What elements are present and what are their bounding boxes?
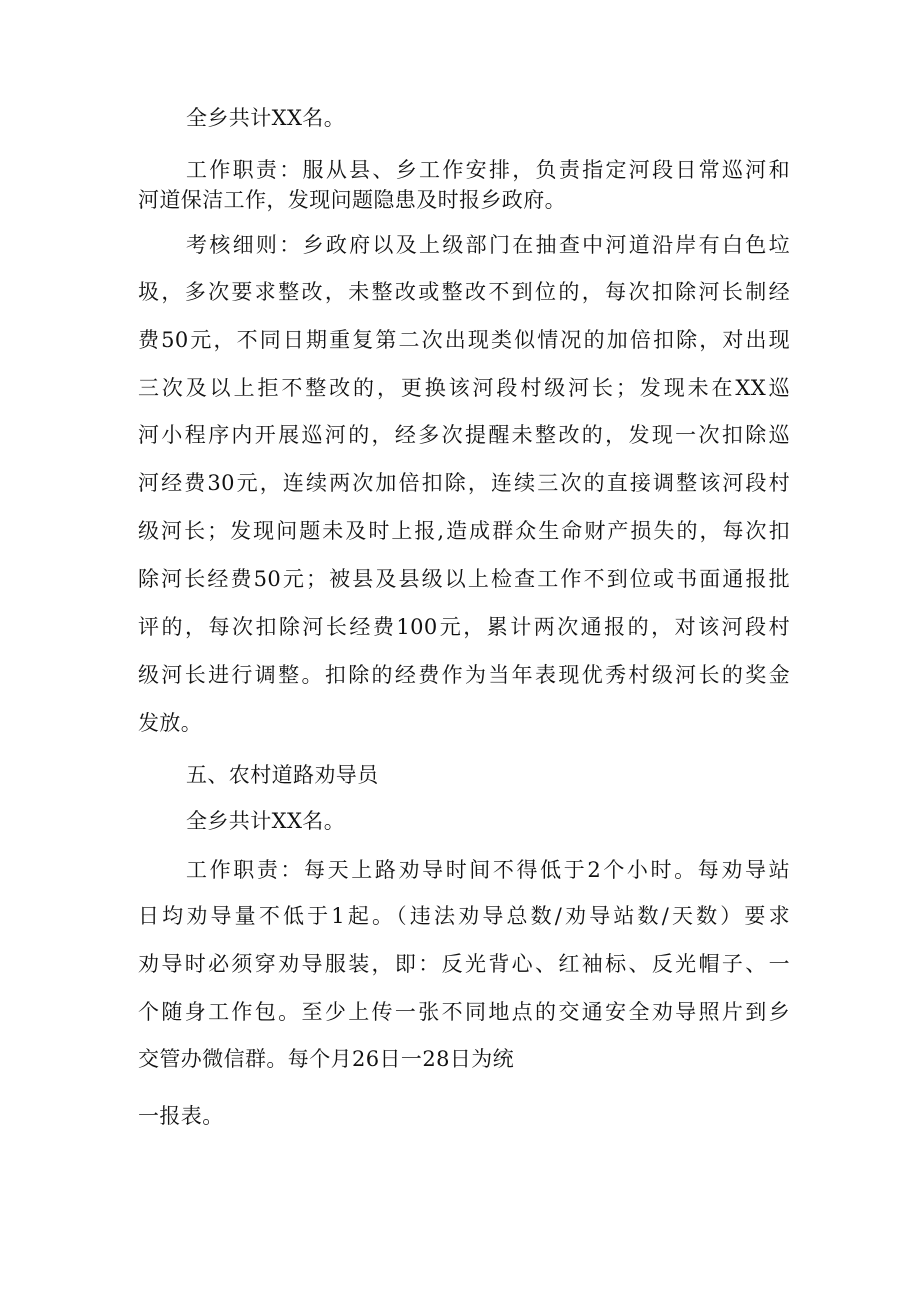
paragraph-line: 一报表。	[138, 1104, 224, 1128]
section-heading: 五、农村道路劝导员	[186, 763, 379, 787]
paragraph-line: 级河长；发现问题未及时上报,造成群众生命财产损失的，每次扣	[138, 519, 790, 543]
paragraph-line: 个随身工作包。至少上传一张不同地点的交通安全劝导照片到乡	[138, 1000, 790, 1024]
paragraph-line: 工作职责：服从县、乡工作安排，负责指定河段日常巡河和	[186, 158, 790, 182]
paragraph-line: 发放。	[138, 711, 203, 735]
paragraph-line: 河道保洁工作，发现问题隐患及时报乡政府。	[138, 188, 566, 212]
paragraph-line: 劝导时必须穿劝导服装，即：反光背心、红袖标、反光帽子、一	[138, 952, 790, 976]
paragraph-line: 河经费30元，连续两次加倍扣除，连续三次的直接调整该河段村	[138, 471, 790, 495]
paragraph-line: 除河长经费50元；被县及县级以上检查工作不到位或书面通报批	[138, 567, 790, 591]
paragraph-line: 河小程序内开展巡河的，经多次提醒未整改的，发现一次扣除巡	[138, 423, 790, 447]
paragraph-line: 考核细则：乡政府以及上级部门在抽查中河道沿岸有白色垃	[186, 233, 790, 257]
paragraph-line: 交管办微信群。每个月26日一28日为统	[138, 1047, 515, 1071]
paragraph-line: 圾，多次要求整改，未整改或整改不到位的，每次扣除河长制经	[138, 280, 790, 304]
paragraph-line: 三次及以上拒不整改的，更换该河段村级河长；发现未在XX巡	[138, 376, 790, 400]
paragraph-line: 日均劝导量不低于1起。（违法劝导总数/劝导站数/天数）要求	[138, 904, 790, 928]
paragraph-line: 全乡共计XX名。	[186, 106, 346, 130]
paragraph-line: 评的，每次扣除河长经费100元，累计两次通报的，对该河段村	[138, 615, 790, 639]
paragraph-line: 全乡共计XX名。	[186, 809, 346, 833]
paragraph-line: 费50元，不同日期重复第二次出现类似情况的加倍扣除，对出现	[138, 328, 790, 352]
paragraph-line: 工作职责：每天上路劝导时间不得低于2个小时。每劝导站	[186, 858, 790, 882]
paragraph-line: 级河长进行调整。扣除的经费作为当年表现优秀村级河长的奖金	[138, 663, 790, 687]
